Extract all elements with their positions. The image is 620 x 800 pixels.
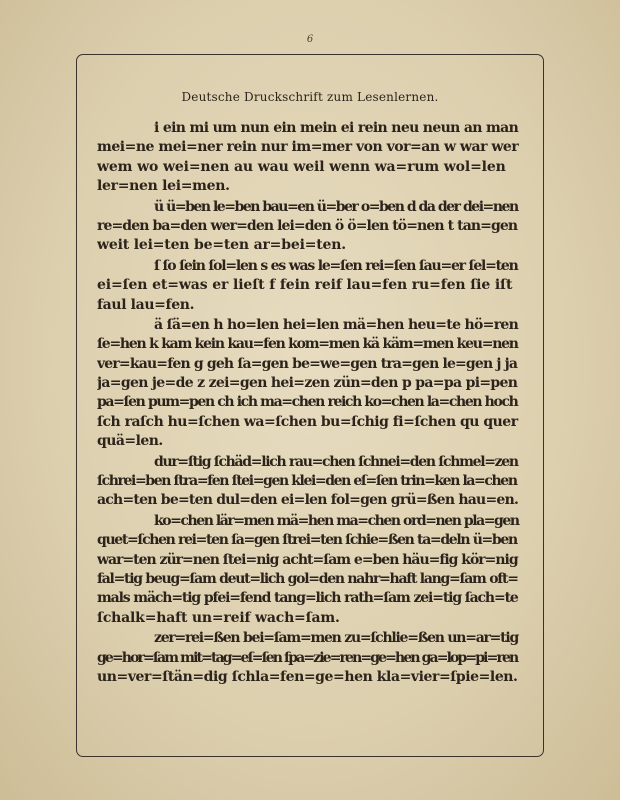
text-line: ja=gen je=de z zei=gen hei=zen zün=den p pa=pa pi=pen <box>97 375 518 392</box>
text-line: dur=ſtig ſchäd=lich rau=chen ſchnei=den ſchmel=zen <box>154 453 518 470</box>
paragraph <box>97 316 527 452</box>
text-line: ge=hor=ſam mit=tag=eſ=ſen ſpa=zie=ren=ge=hen ga=lop=pi=ren <box>97 649 518 666</box>
text-line: ſ ſo ſein ſol=len s es was le=ſen rei=ſen ſau=er ſel=ten <box>154 257 518 274</box>
text-line: weit lei=ten be=ten ar=bei=ten. <box>97 237 346 254</box>
text-line: ſchalk=haft un=reif wach=ſam. <box>97 609 340 626</box>
paragraph <box>97 629 527 687</box>
paragraph <box>97 512 527 628</box>
reading-text <box>97 119 527 688</box>
paragraph <box>97 453 527 511</box>
text-line: quä=len. <box>97 433 163 450</box>
text-line: faul lau=fen. <box>97 296 195 313</box>
text-line: mals mäch=tig pfei=fend tang=lich rath=ſam zei=tig ſach=te <box>97 590 518 607</box>
text-line: ler=nen lei=men. <box>97 178 230 195</box>
text-line: wem wo wei=nen au wau weil wenn wa=rum wol=len <box>97 158 506 175</box>
text-line: quet=ſchen rei=ten ſa=gen ſtrei=ten ſchie=ßen ta=deln ü=ben <box>97 532 517 549</box>
page-number: 6 <box>306 34 314 45</box>
text-line: ko=chen lär=men mä=hen ma=chen ord=nen pla=gen <box>154 512 519 529</box>
paragraph <box>97 119 527 197</box>
text-line: i ein mi um nun ein mein ei rein neu neun an man <box>154 120 519 136</box>
text-line: ü ü=ben le=ben bau=en ü=ber o=ben d da der dei=nen <box>154 198 518 215</box>
text-line: war=ten zür=nen ſtei=nig acht=ſam e=ben häu=fig kör=nig <box>97 551 518 568</box>
text-line: fal=tig beug=ſam deut=lich gol=den nahr=haft lang=ſam oft= <box>97 570 518 587</box>
text-line: re=den ba=den wer=den lei=den ö ö=len tö=nen t tan=gen <box>97 217 518 234</box>
text-line: zer=rei=ßen bei=ſam=men zu=ſchlie=ßen un=ar=tig <box>154 630 518 647</box>
text-line: ach=ten be=ten dul=den ei=len fol=gen grü=ßen hau=en. <box>97 492 519 509</box>
text-line: pa=ſen pum=pen ch ich ma=chen reich ko=chen la=chen hoch <box>97 394 518 411</box>
text-line: ſchrei=ben ſtra=fen ſtei=gen klei=den eſ=ſen trin=ken la=chen <box>97 473 517 490</box>
text-line: mei=ne mei=ner rein nur im=mer von vor=an w war wer <box>97 139 519 156</box>
text-line: ſch raſch hu=ſchen wa=ſchen bu=ſchig fi=ſchen qu quer <box>97 413 518 430</box>
page-frame <box>76 54 544 757</box>
text-line: ſe=hen k kam kein kau=fen kom=men kä käm=men keu=nen <box>97 336 518 353</box>
paragraph <box>97 198 527 256</box>
paragraph <box>97 257 527 315</box>
text-line: un=ver=ſtän=dig ſchla=fen=ge=hen kla=vier=ſpie=len. <box>97 668 518 685</box>
text-line: ver=kau=fen g geh ſa=gen be=we=gen tra=gen le=gen j ja <box>97 355 518 372</box>
page-header: Deutsche Druckschrift zum Lesenlernen. <box>181 90 439 104</box>
text-line: ä ſä=en h ho=len hei=len mä=hen heu=te hö=ren <box>154 316 519 333</box>
text-line: ei=ſen et=was er lieſt f fein reif lau=fen ru=fen ſie iſt <box>97 277 513 294</box>
